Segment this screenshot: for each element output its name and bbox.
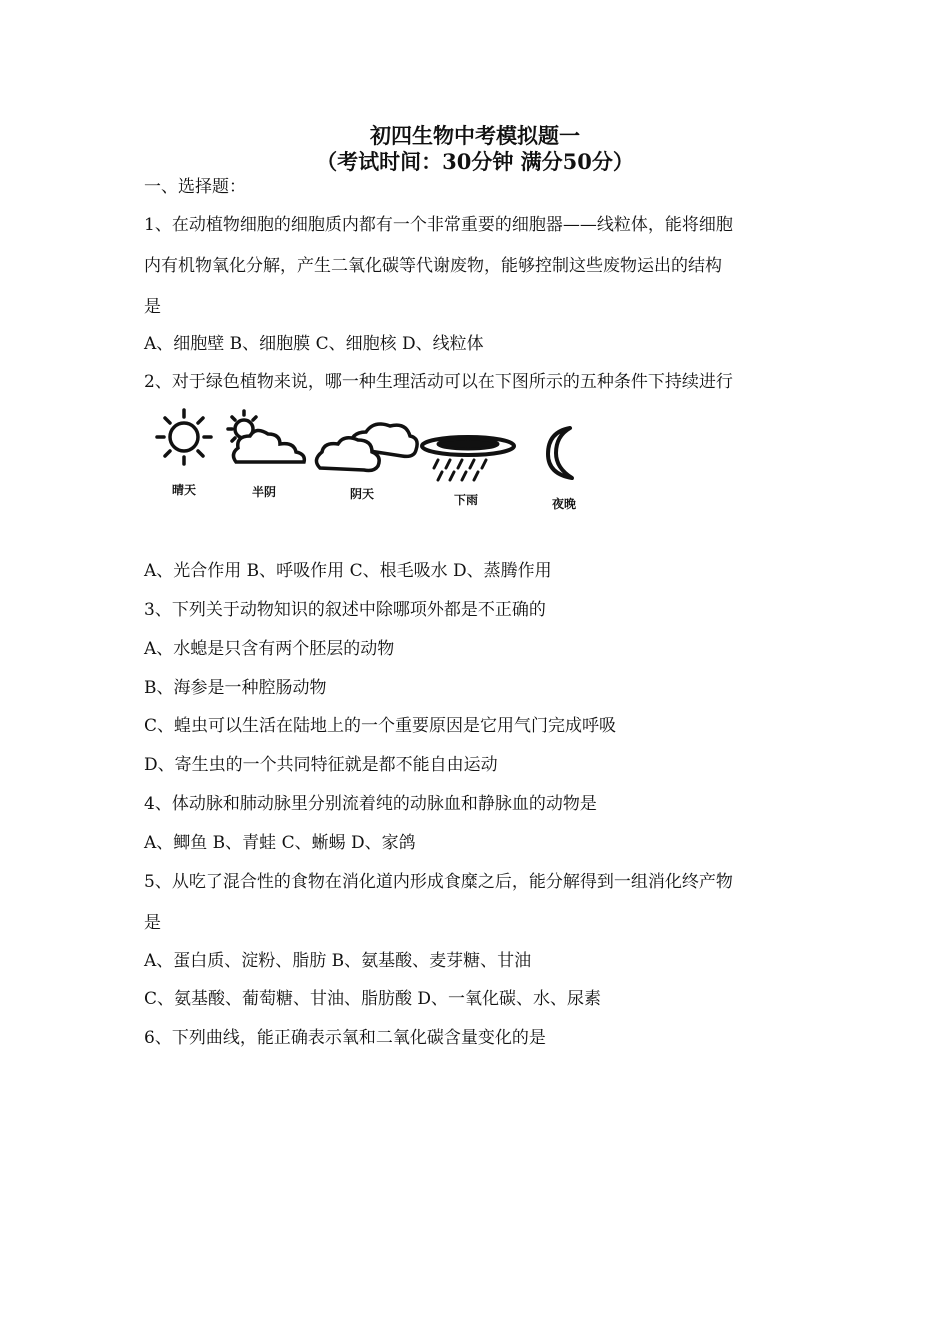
question-5-line-2: 是 [144, 913, 161, 933]
question-1-line-2: 内有机物氧化分解，产生二氧化碳等代谢废物，能够控制这些废物运出的结构 [144, 256, 722, 276]
question-1-line-3: 是 [144, 297, 161, 317]
question-1-options: A、细胞壁 B、细胞膜 C、细胞核 D、线粒体 [144, 334, 484, 354]
section-heading: 一、选择题： [144, 177, 246, 197]
partly-cloudy-icon [228, 411, 304, 462]
question-5-options-2: C、氨基酸、葡萄糖、甘油、脂肪酸 D、一氧化碳、水、尿素 [144, 989, 602, 1009]
question-2-stem: 2、对于绿色植物来说，哪一种生理活动可以在下图所示的五种条件下持续进行 [144, 372, 733, 392]
caption-cloudy: 阴天 [349, 487, 375, 501]
question-2-options: A、光合作用 B、呼吸作用 C、根毛吸水 D、蒸腾作用 [144, 561, 552, 581]
page-subtitle: （考试时间：30分钟 满分50分） [316, 149, 634, 174]
caption-night: 夜晚 [551, 497, 577, 511]
question-5-line-1: 5、从吃了混合性的食物在消化道内形成食糜之后，能分解得到一组消化终产物 [144, 872, 733, 892]
question-5-options-1: A、蛋白质、淀粉、脂肪 B、氨基酸、麦芽糖、甘油 [144, 951, 532, 971]
cloud-icon [316, 424, 417, 471]
caption-rain: 下雨 [453, 493, 479, 507]
moon-icon [548, 428, 572, 478]
rain-icon [422, 437, 514, 480]
weather-figure [144, 404, 596, 522]
sun-icon [157, 410, 211, 464]
question-1-line-1: 1、在动植物细胞的细胞质内都有一个非常重要的细胞器——线粒体，能将细胞 [144, 215, 733, 235]
question-3-stem: 3、下列关于动物知识的叙述中除哪项外都是不正确的 [144, 600, 546, 620]
question-4-stem: 4、体动脉和肺动脉里分别流着纯的动脉血和静脉血的动物是 [144, 794, 597, 814]
question-3-option-c: C、蝗虫可以生活在陆地上的一个重要原因是它用气门完成呼吸 [144, 716, 617, 736]
question-3-option-d: D、寄生虫的一个共同特征就是都不能自由运动 [144, 755, 498, 775]
question-3-option-b: B、海参是一种腔肠动物 [144, 678, 327, 698]
question-3-option-a: A、水螅是只含有两个胚层的动物 [144, 639, 395, 659]
question-6-stem: 6、下列曲线，能正确表示氧和二氧化碳含量变化的是 [144, 1028, 546, 1048]
caption-sunny: 晴天 [171, 483, 197, 497]
page-title: 初四生物中考模拟题一 [370, 123, 580, 148]
question-4-options: A、鲫鱼 B、青蛙 C、蜥蜴 D、家鸽 [144, 833, 416, 853]
caption-partly-cloudy: 半阴 [251, 485, 277, 499]
